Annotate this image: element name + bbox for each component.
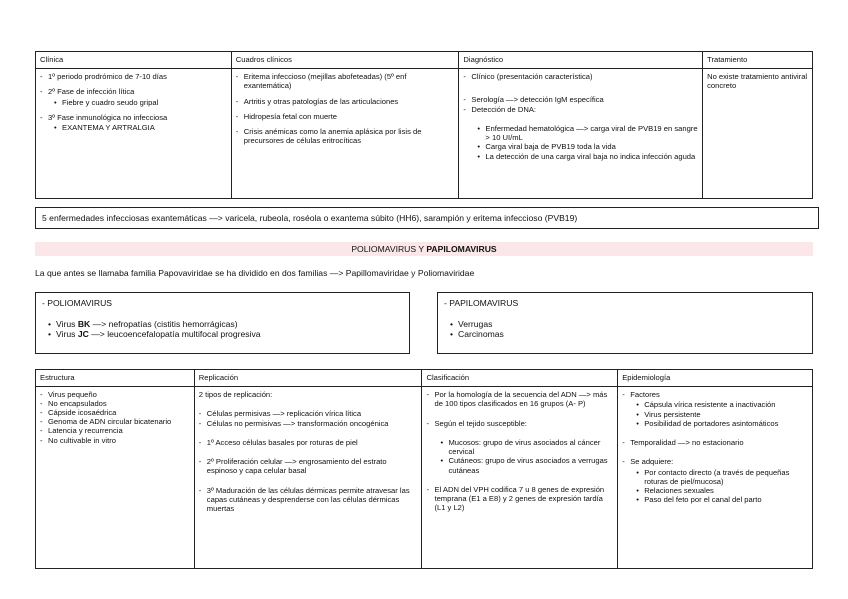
list-item: • Paso del feto por el canal del parto (636, 495, 808, 504)
list-item: • Verrugas (450, 319, 806, 330)
cell-clasificacion (422, 387, 618, 569)
list-item: - Artritis y otras patologías de las articulaciones (236, 97, 455, 106)
header-estructura: Estructura (36, 370, 195, 387)
list-item: - 3º Maduración de las células dérmicas permite atravesar las capas cutáneas y desprenderse con las células dérmicas muertas (199, 486, 418, 514)
list-item: - No encapsulados (40, 399, 190, 408)
list-item: • Cápsula vírica resistente a inactivación (636, 400, 808, 409)
cell-estructura (36, 387, 195, 569)
list-item: - Virus pequeño (40, 390, 190, 399)
list-item: - 1º periodo prodrómico de 7-10 días (40, 72, 227, 81)
list-item: • Fiebre y cuadro seudo gripal (54, 98, 227, 107)
header-clasificacion: Clasificación (422, 370, 618, 387)
cell-cuadros (231, 69, 459, 199)
list-item: - Detección de DNA: • Enfermedad hematológica —> carga viral de PVB19 en sangre > 10 UI/mL • Carga viral baja de PVB19 toda la vida • La detección de una carga viral baja no indica infección aguda (463, 105, 698, 161)
list-item: • Virus JC —> leucoencefalopatía multifocal progresiva (48, 329, 403, 340)
list-item: - Crisis anémicas como la anemia aplásica por lisis de precursores de células eritrocíticas (236, 127, 455, 146)
list-item: - 1º Acceso células basales por roturas de piel (199, 438, 418, 447)
list-item: • Carga viral baja de PVB19 toda la vida (477, 142, 698, 151)
list-item: - Hidropesía fetal con muerte (236, 112, 455, 121)
parvovirus-table (35, 51, 813, 199)
header-tratamiento: Tratamiento (703, 52, 813, 69)
list-item: • Mucosos: grupo de virus asociados al cáncer cervical (440, 438, 613, 457)
header-cuadros: Cuadros clínicos (231, 52, 459, 69)
list-item: • Virus persistente (636, 410, 808, 419)
header-diagnostico: Diagnóstico (459, 52, 703, 69)
list-item: - Genoma de ADN circular bicatenario (40, 417, 190, 426)
papilomavirus-table (35, 369, 813, 569)
list-item: • Relaciones sexuales (636, 486, 808, 495)
table-row (36, 69, 813, 199)
header-clinica: Clínica (36, 52, 232, 69)
list-item: - Temporalidad —> no estacionario (622, 438, 808, 447)
cell-diagnostico (459, 69, 703, 199)
header-replicacion: Replicación (194, 370, 422, 387)
list-item: - Factores • Cápsula vírica resistente a inactivación • Virus persistente • Posibilidad de portadores asintomáticos (622, 390, 808, 428)
list-item: - Células permisivas —> replicación vírica lítica (199, 409, 418, 418)
list-item: - Se adquiere: • Por contacto directo (a través de pequeñas roturas de piel/mucosa) • Relaciones sexuales • Paso del feto por el canal del parto (622, 457, 808, 504)
table-header-row (36, 52, 813, 69)
list-item: - Eritema infeccioso (mejillas abofeteadas) (5º enf exantemática) (236, 72, 455, 91)
list-item: - 3º Fase inmunológica no infecciosa • EXANTEMA Y ARTRALGIA (40, 113, 227, 133)
section-title: POLIOMAVIRUS Y PAPILOMAVIRUS (351, 244, 497, 254)
list-item: - Latencia y recurrencia (40, 426, 190, 435)
table-header-row (36, 370, 813, 387)
list-item: - 2º Fase de infección lítica • Fiebre y cuadro seudo gripal (40, 87, 227, 107)
table-row (36, 387, 813, 569)
list-item: • Posibilidad de portadores asintomáticos (636, 419, 808, 428)
list-item: - Según el tejido susceptible: • Mucosos: grupo de virus asociados al cáncer cervical • Cutáneos: grupo de virus asociados a verrugas cutáneas (426, 419, 613, 475)
section-title-bar (35, 242, 813, 256)
list-item: - Por la homología de la secuencia del ADN —> más de 100 tipos clasificados en 16 grupos (A- P) (426, 390, 613, 409)
poliomavirus-title: - POLIOMAVIRUS (42, 298, 113, 308)
list-item: • Enfermedad hematológica —> carga viral de PVB19 en sangre > 10 UI/mL (477, 124, 698, 143)
list-item: • Por contacto directo (a través de pequeñas roturas de piel/mucosa) (636, 468, 808, 487)
cell-epidemiologia (618, 387, 813, 569)
papilomavirus-title: - PAPILOMAVIRUS (444, 298, 519, 308)
exanthem-note: 5 enfermedades infecciosas exantemáticas —> varicela, rubeola, roséola o exantema súbito (HH6), sarampión y eritema infeccioso (PVB19) (42, 213, 578, 223)
list-item: • Carcinomas (450, 329, 806, 340)
list-item: - No cultivable in vitro (40, 436, 190, 445)
list-item: - Cápside icosaédrica (40, 408, 190, 417)
cell-clinica (36, 69, 232, 199)
list-item: • Cutáneos: grupo de virus asociados a verrugas cutáneas (440, 456, 613, 475)
list-item: • Virus BK —> nefropatías (cistitis hemorrágicas) (48, 319, 403, 330)
papilomavirus-box (437, 292, 813, 354)
list-item: - 2º Proliferación celular —> engrosamiento del estrato espinoso y capa celular basal (199, 457, 418, 476)
list-item: • EXANTEMA Y ARTRALGIA (54, 123, 227, 132)
list-item: - Clínico (presentación característica) (463, 72, 698, 81)
list-item: - Serología —> detección IgM específica (463, 95, 698, 104)
poliomavirus-box (35, 292, 410, 354)
cell-replicacion (194, 387, 422, 569)
cell-tratamiento: No existe tratamiento antiviral concreto (703, 69, 813, 199)
list-item: • La detección de una carga viral baja no indica infección aguda (477, 152, 698, 161)
list-item: - El ADN del VPH codifica 7 u 8 genes de expresión temprana (E1 a E8) y 2 genes de expresión tardía (L1 y L2) (426, 485, 613, 513)
exanthem-note-box (35, 207, 819, 229)
list-item: - Células no permisivas —> transformación oncogénica (199, 419, 418, 428)
intro-text: La que antes se llamaba familia Papovaviridae se ha dividido en dos familias —> Papillomaviridae y Poliomaviridae (35, 268, 475, 278)
replicacion-intro: 2 tipos de replicación: (198, 390, 273, 399)
header-epidemiologia: Epidemiología (618, 370, 813, 387)
